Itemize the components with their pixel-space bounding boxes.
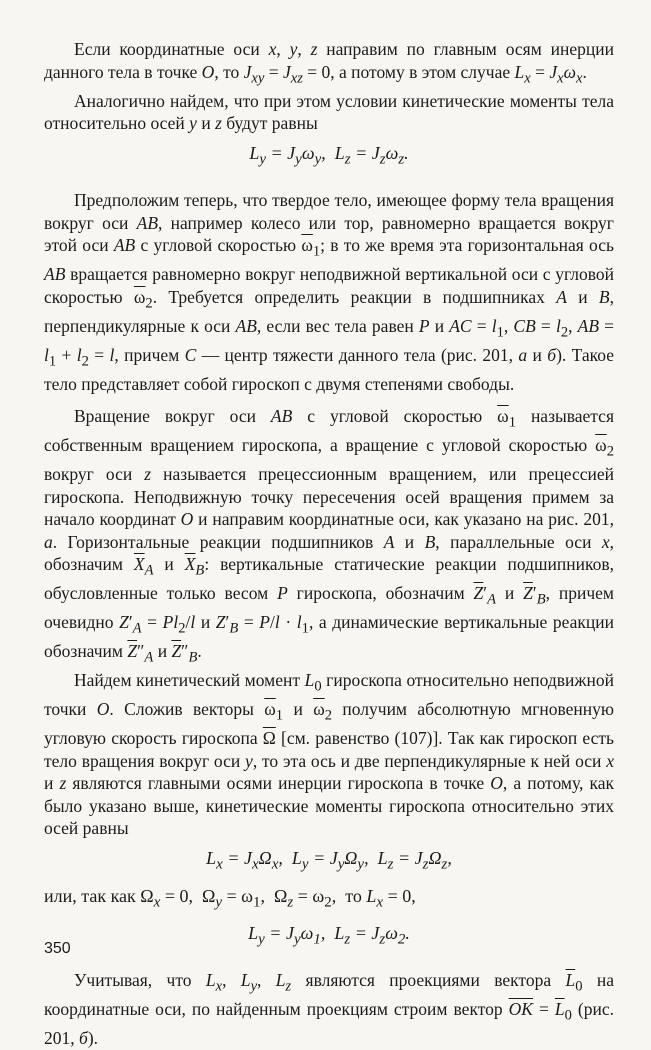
paragraph-1: Если координатные оси x, y, z направим по главным осям инерции данного тела в точке O, то $J_{xy} = J_{xz} = 0$, а потому в этом случае $L_x = J_x\omega_x$. xyxy=(44,39,614,86)
formula-3: или, так как $\Omega_x = 0$, $\Omega_y = \omega_1$, $\Omega_z = \omega_2$, то $L_x = 0$, xyxy=(44,886,416,911)
paragraph-2: Аналогично найдем, что при этом условии кинетические моменты тела относительно осей y и z будут равны xyxy=(44,90,614,133)
page-body xyxy=(44,38,614,1050)
page-number: 350 xyxy=(44,940,71,957)
paragraph-5: Найдем кинетический момент $L_0$ гироскопа относительно неподвижной точки O. Сложив векторы $\overline{\omega}_1$ и $\overline{\omega}_2$ получим абсолютную мгновенную угловую скорость гироскопа $\overline{\Omega}$ [см. равенство (107)]. Так как гироскоп есть тело вращения вокруг оси y, то эта ось и две перпендикулярные к ней оси x и z являются главными осями инерции гироскопа в точке O, а потому, как было указано выше, кинетические моменты гироскопа относительно этих осей равны xyxy=(44,670,615,839)
formula-2: $L_x = J_x\Omega_x$, $L_y = J_y\Omega_y$, $L_z = J_z\Omega_z$, xyxy=(206,847,452,873)
formula-4: $L_y = J_y\omega_1$, $L_z = J_z\omega_2$. xyxy=(248,922,410,948)
paragraph-6: Учитывая, что $L_x$, $L_y$, $L_z$ являются проекциями вектора $\overline{L}_0$ на координатные оси, по найденным проекциям строим вектор $\overline{OK} = \overline{L}_0$ (рис. 201, б). xyxy=(44,970,615,1049)
formula-1: $L_y = J_y\omega_y$, $L_z = J_z\omega_z$. xyxy=(249,142,409,168)
paragraph-3: Предположим теперь, что твердое тело, имеющее форму тела вращения вокруг оси AB, например колесо или тор, равномерно вращается вокруг этой оси AB с угловой скоростью $\overline{\omega}_1$; в то же время эта горизонтальная ось AB вращается равномерно вокруг неподвижной вертикальной оси с угловой скоростью $\overline{\omega}_2$. Требуется определить реакции в подшипниках A и B, перпендикулярные к оси AB, если вес тела равен P и AC = $l_1$, CB = $l_2$, AB = $l_1 + l_2 = l$, причем C — центр тяжести данного тела (рис. 201, а и б). Такое тело представляет собой гироскоп с двумя степенями свободы. xyxy=(44,190,615,394)
paragraph-4: Вращение вокруг оси AB с угловой скоростью $\overline{\omega}_1$ называется собственным вращением гироскопа, а вращение с угловой скоростью $\overline{\omega}_2$ вокруг оси z называется прецессионным вращением, или прецессией гироскопа. Неподвижную точку пересечения осей вращения примем за начало координат O и направим координатные оси, как указано на рис. 201, а. Горизонтальные реакции подшипников A и B, параллельные оси x, обозначим $\overline{X}_A$ и $\overline{X}_B$: вертикальные статические реакции подшипников, обусловленные только весом P гироскопа, обозначим $\overline{Z}'_A$ и $\overline{Z}'_B$, причем очевидно $Z'_A = Pl_2/l$ и $Z'_B = P/l \cdot l_1$, а динамические вертикальные реакции обозначим $\overline{Z}''_A$ и $\overline{Z}''_B$. xyxy=(44,406,614,666)
